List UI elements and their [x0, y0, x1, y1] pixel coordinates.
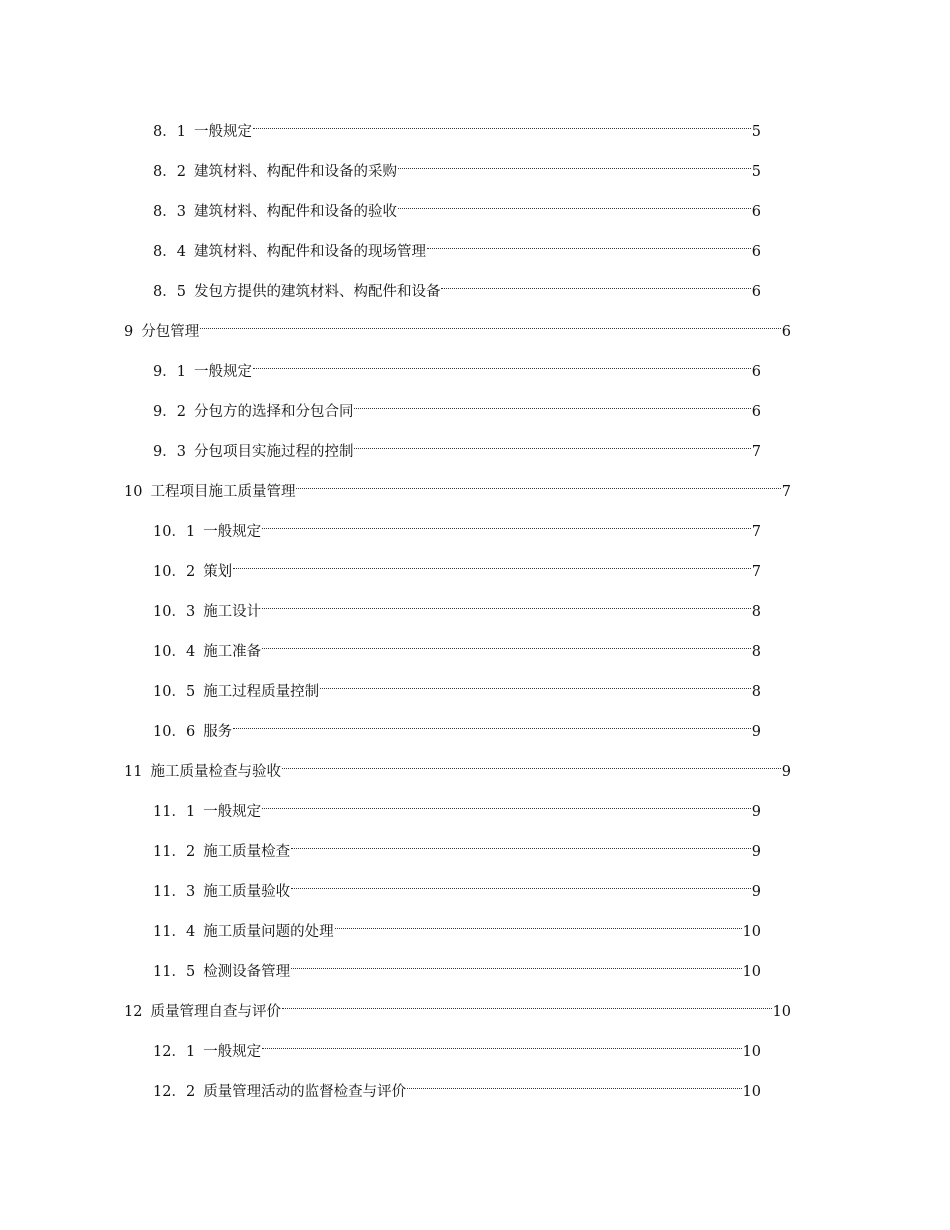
toc-entry-title: 质量管理自查与评价	[150, 1004, 281, 1020]
toc-entry-title: 施工质量检查与验收	[150, 764, 281, 780]
toc-page-number: 8	[751, 684, 761, 700]
toc-entry-number: 10．4	[153, 644, 196, 660]
toc-section-entry[interactable]	[0, 910, 761, 950]
toc-page-number: 6	[781, 324, 791, 340]
toc-entry-title: 发包方提供的建筑材料、构配件和设备	[193, 284, 441, 300]
toc-page-number: 6	[751, 244, 761, 260]
toc-entry-title: 分包项目实施过程的控制	[193, 444, 354, 460]
toc-section-entry[interactable]	[0, 830, 761, 870]
toc-entry-number: 9．2	[153, 404, 186, 420]
toc-entry-title: 施工准备	[203, 644, 262, 660]
toc-section-entry[interactable]	[0, 790, 761, 830]
toc-section-entry[interactable]	[0, 390, 761, 430]
toc-entry-number: 10．2	[153, 564, 196, 580]
toc-entry-number: 8．5	[153, 284, 186, 300]
toc-entry-number: 9．3	[153, 444, 186, 460]
toc-section-entry[interactable]	[0, 950, 761, 990]
toc-entry-title: 工程项目施工质量管理	[150, 484, 296, 500]
toc-entry-number: 8．1	[153, 124, 186, 140]
toc-page-number: 6	[751, 404, 761, 420]
toc-dot-leader	[262, 790, 751, 816]
toc-dot-leader	[262, 630, 751, 656]
toc-dot-leader	[427, 230, 751, 256]
toc-dot-leader	[282, 750, 781, 776]
toc-entry-number: 10．5	[153, 684, 196, 700]
toc-dot-leader	[233, 710, 751, 736]
toc-page-number: 9	[751, 884, 761, 900]
toc-entry-number: 12	[124, 1004, 143, 1020]
toc-entry-title: 一般规定	[203, 1044, 262, 1060]
toc-entry-title: 分包方的选择和分包合同	[193, 404, 354, 420]
toc-entry-number: 11．3	[153, 884, 196, 900]
toc-entry-number: 9	[124, 324, 134, 340]
toc-page-number: 10	[742, 1044, 761, 1060]
toc-entry-title: 施工质量问题的处理	[203, 924, 334, 940]
toc-section-entry[interactable]	[0, 710, 761, 750]
toc-page-number: 10	[772, 1004, 791, 1020]
toc-section-entry[interactable]	[0, 870, 761, 910]
toc-page-number: 10	[742, 1084, 761, 1100]
toc-entry-title: 施工设计	[203, 604, 262, 620]
toc-entry-number: 10．6	[153, 724, 196, 740]
toc-entry-title: 质量管理活动的监督检查与评价	[203, 1084, 407, 1100]
toc-dot-leader	[291, 950, 741, 976]
toc-dot-leader	[253, 110, 751, 136]
toc-entry-number: 10．1	[153, 524, 196, 540]
toc-entry-title: 策划	[203, 564, 233, 580]
toc-page-number: 7	[751, 564, 761, 580]
toc-page-number: 5	[751, 124, 761, 140]
toc-dot-leader	[335, 910, 742, 936]
toc-entry-title: 施工过程质量控制	[203, 684, 320, 700]
toc-section-entry[interactable]	[0, 190, 761, 230]
toc-entry-title: 建筑材料、构配件和设备的现场管理	[193, 244, 426, 260]
toc-dot-leader	[398, 190, 751, 216]
toc-section-entry[interactable]	[0, 1070, 761, 1110]
toc-section-entry[interactable]	[0, 670, 761, 710]
toc-section-entry[interactable]	[0, 630, 761, 670]
toc-dot-leader	[262, 590, 751, 616]
toc-dot-leader	[354, 430, 750, 456]
toc-entry-title: 施工质量检查	[203, 844, 291, 860]
toc-entry-title: 检测设备管理	[203, 964, 291, 980]
toc-dot-leader	[233, 550, 751, 576]
toc-page-number: 5	[751, 164, 761, 180]
toc-section-entry[interactable]	[0, 430, 761, 470]
toc-section-entry[interactable]	[0, 230, 761, 270]
toc-section-entry[interactable]	[0, 510, 761, 550]
toc-entry-title: 一般规定	[203, 524, 262, 540]
toc-dot-leader	[291, 870, 751, 896]
toc-entry-title: 分包管理	[141, 324, 200, 340]
toc-entry-title: 一般规定	[203, 804, 262, 820]
toc-page-number: 9	[751, 724, 761, 740]
toc-dot-leader	[262, 1030, 741, 1056]
toc-section-entry[interactable]	[0, 350, 761, 390]
toc-dot-leader	[320, 670, 751, 696]
toc-dot-leader	[441, 270, 750, 296]
toc-entry-title: 施工质量验收	[203, 884, 291, 900]
toc-section-entry[interactable]	[0, 590, 761, 630]
toc-entry-number: 8．3	[153, 204, 186, 220]
toc-entry-number: 11．5	[153, 964, 196, 980]
toc-entry-title: 建筑材料、构配件和设备的采购	[193, 164, 397, 180]
toc-entry-number: 9．1	[153, 364, 186, 380]
toc-page-number: 9	[751, 804, 761, 820]
toc-section-entry[interactable]	[0, 150, 761, 190]
toc-entry-number: 11．2	[153, 844, 196, 860]
toc-page-number: 7	[751, 444, 761, 460]
toc-entry-number: 8．2	[153, 164, 186, 180]
toc-dot-leader	[407, 1070, 741, 1096]
toc-dot-leader	[354, 390, 750, 416]
toc-page-number: 6	[751, 364, 761, 380]
toc-dot-leader	[262, 510, 751, 536]
toc-dot-leader	[200, 310, 781, 336]
toc-page-number: 10	[742, 964, 761, 980]
toc-entry-number: 10．3	[153, 604, 196, 620]
toc-section-entry[interactable]	[0, 550, 761, 590]
toc-entry-number: 8．4	[153, 244, 186, 260]
toc-page-number: 8	[751, 604, 761, 620]
toc-dot-leader	[296, 470, 780, 496]
toc-page-number: 6	[751, 204, 761, 220]
toc-entry-number: 11．4	[153, 924, 196, 940]
toc-section-entry[interactable]	[0, 270, 761, 310]
toc-page-number: 9	[781, 764, 791, 780]
toc-page-number: 8	[751, 644, 761, 660]
toc-dot-leader	[398, 150, 751, 176]
toc-chapter-entry[interactable]	[0, 470, 791, 510]
toc-page-number: 7	[751, 524, 761, 540]
toc-entry-number: 10	[124, 484, 143, 500]
toc-entry-number: 11．1	[153, 804, 196, 820]
toc-entry-title: 建筑材料、构配件和设备的验收	[193, 204, 397, 220]
toc-entry-title: 一般规定	[193, 364, 252, 380]
toc-dot-leader	[253, 350, 751, 376]
toc-dot-leader	[291, 830, 751, 856]
toc-chapter-entry[interactable]	[0, 750, 791, 790]
toc-page-number: 7	[781, 484, 791, 500]
toc-entry-number: 12．2	[153, 1084, 196, 1100]
toc-page-number: 10	[742, 924, 761, 940]
toc-chapter-entry[interactable]	[0, 310, 791, 350]
toc-entry-number: 12．1	[153, 1044, 196, 1060]
toc-section-entry[interactable]	[0, 1030, 761, 1070]
toc-dot-leader	[282, 990, 772, 1016]
toc-entry-title: 服务	[203, 724, 233, 740]
toc-chapter-entry[interactable]	[0, 990, 791, 1030]
toc-page-number: 6	[751, 284, 761, 300]
toc-entry-number: 11	[124, 764, 143, 780]
toc-section-entry[interactable]	[0, 110, 761, 150]
toc-page-number: 9	[751, 844, 761, 860]
table-of-contents	[0, 110, 950, 1110]
toc-entry-title: 一般规定	[193, 124, 252, 140]
